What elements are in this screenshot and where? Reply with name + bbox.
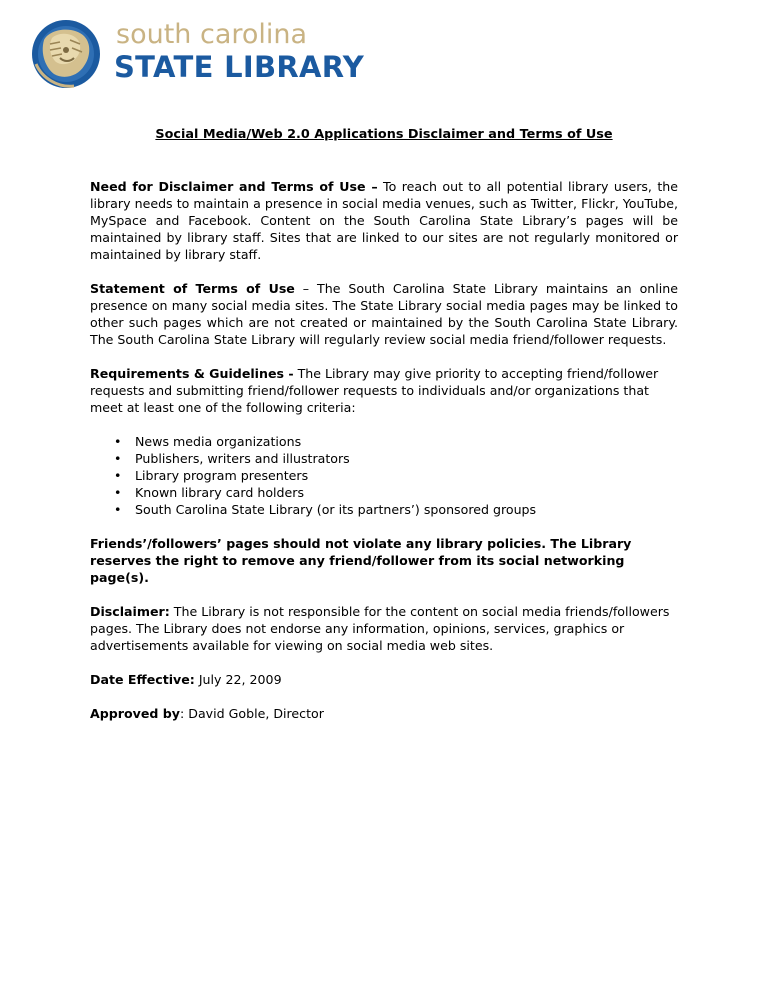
requirements-text: The Library may give priority to accepting friend/follower requests and submitting friend/follower requests to individuals and/or organizations that meet at least one of the following criteria:: [90, 366, 659, 415]
list-item: [90, 501, 678, 518]
need-paragraph: [90, 178, 678, 263]
date-effective-paragraph: [90, 671, 678, 688]
criteria-item-label: Known library card holders: [135, 485, 305, 500]
bullet-icon: •: [114, 434, 122, 449]
requirements-paragraph: [90, 365, 678, 416]
bullet-icon: •: [114, 502, 122, 517]
need-heading: Need for Disclaimer and Terms of Use –: [90, 179, 378, 194]
bullet-icon: •: [114, 485, 122, 500]
statement-heading: Statement of Terms of Use: [90, 281, 295, 296]
logo-text-state-library: STATE LIBRARY: [114, 50, 365, 84]
list-item: [90, 450, 678, 467]
date-effective-value: July 22, 2009: [194, 672, 282, 687]
criteria-item-label: Library program presenters: [135, 468, 309, 483]
list-item: [90, 467, 678, 484]
bullet-icon: •: [114, 468, 122, 483]
list-item: [90, 484, 678, 501]
criteria-item-label: News media organizations: [135, 434, 302, 449]
logo-text-south-carolina: south carolina: [116, 19, 308, 50]
document-title: Social Media/Web 2.0 Applications Disclaimer and Terms of Use: [155, 127, 613, 142]
sc-state-library-logo: [30, 18, 370, 92]
bullet-icon: •: [114, 451, 122, 466]
disclaimer-text: The Library is not responsible for the content on social media friends/followers pages. The Library does not endorse any information, opinions, services, graphics or advertisements available for viewing on social media web sites.: [90, 604, 670, 653]
document-body: [90, 126, 678, 739]
list-item: [90, 433, 678, 450]
disclaimer-heading: Disclaimer:: [90, 604, 170, 619]
lion-head-seal-icon: [30, 18, 102, 90]
criteria-item-label: Publishers, writers and illustrators: [135, 451, 350, 466]
approved-by-paragraph: [90, 705, 678, 722]
policy-note: Friends’/followers’ pages should not violate any library policies. The Library reserves the right to remove any friend/follower from its social networking page(s).: [90, 536, 632, 585]
need-text: To reach out to all potential library users, the library needs to maintain a presence in social media venues, such as Twitter, Flickr, YouTube, MySpace and Facebook. Content on the South Carolina State Library’s pages will be maintained by library staff. Sites that are linked to our sites are not regularly monitored or maintained by library staff.: [90, 179, 679, 262]
disclaimer-paragraph: [90, 603, 678, 654]
statement-text: – The South Carolina State Library maintains an online presence on many social media sites. The State Library social media pages may be linked to other such pages which are not created or maintained by the South Carolina State Library. The South Carolina State Library will regularly review social media friend/follower requests.: [90, 281, 678, 347]
date-effective-heading: Date Effective:: [90, 672, 195, 687]
requirements-heading: Requirements & Guidelines -: [90, 366, 294, 381]
criteria-list: [90, 433, 678, 518]
approved-by-heading: Approved by: [90, 706, 181, 721]
approved-by-value: : David Goble, Director: [180, 706, 324, 721]
criteria-item-label: South Carolina State Library (or its partners’) sponsored groups: [135, 502, 537, 517]
statement-paragraph: [90, 280, 678, 348]
